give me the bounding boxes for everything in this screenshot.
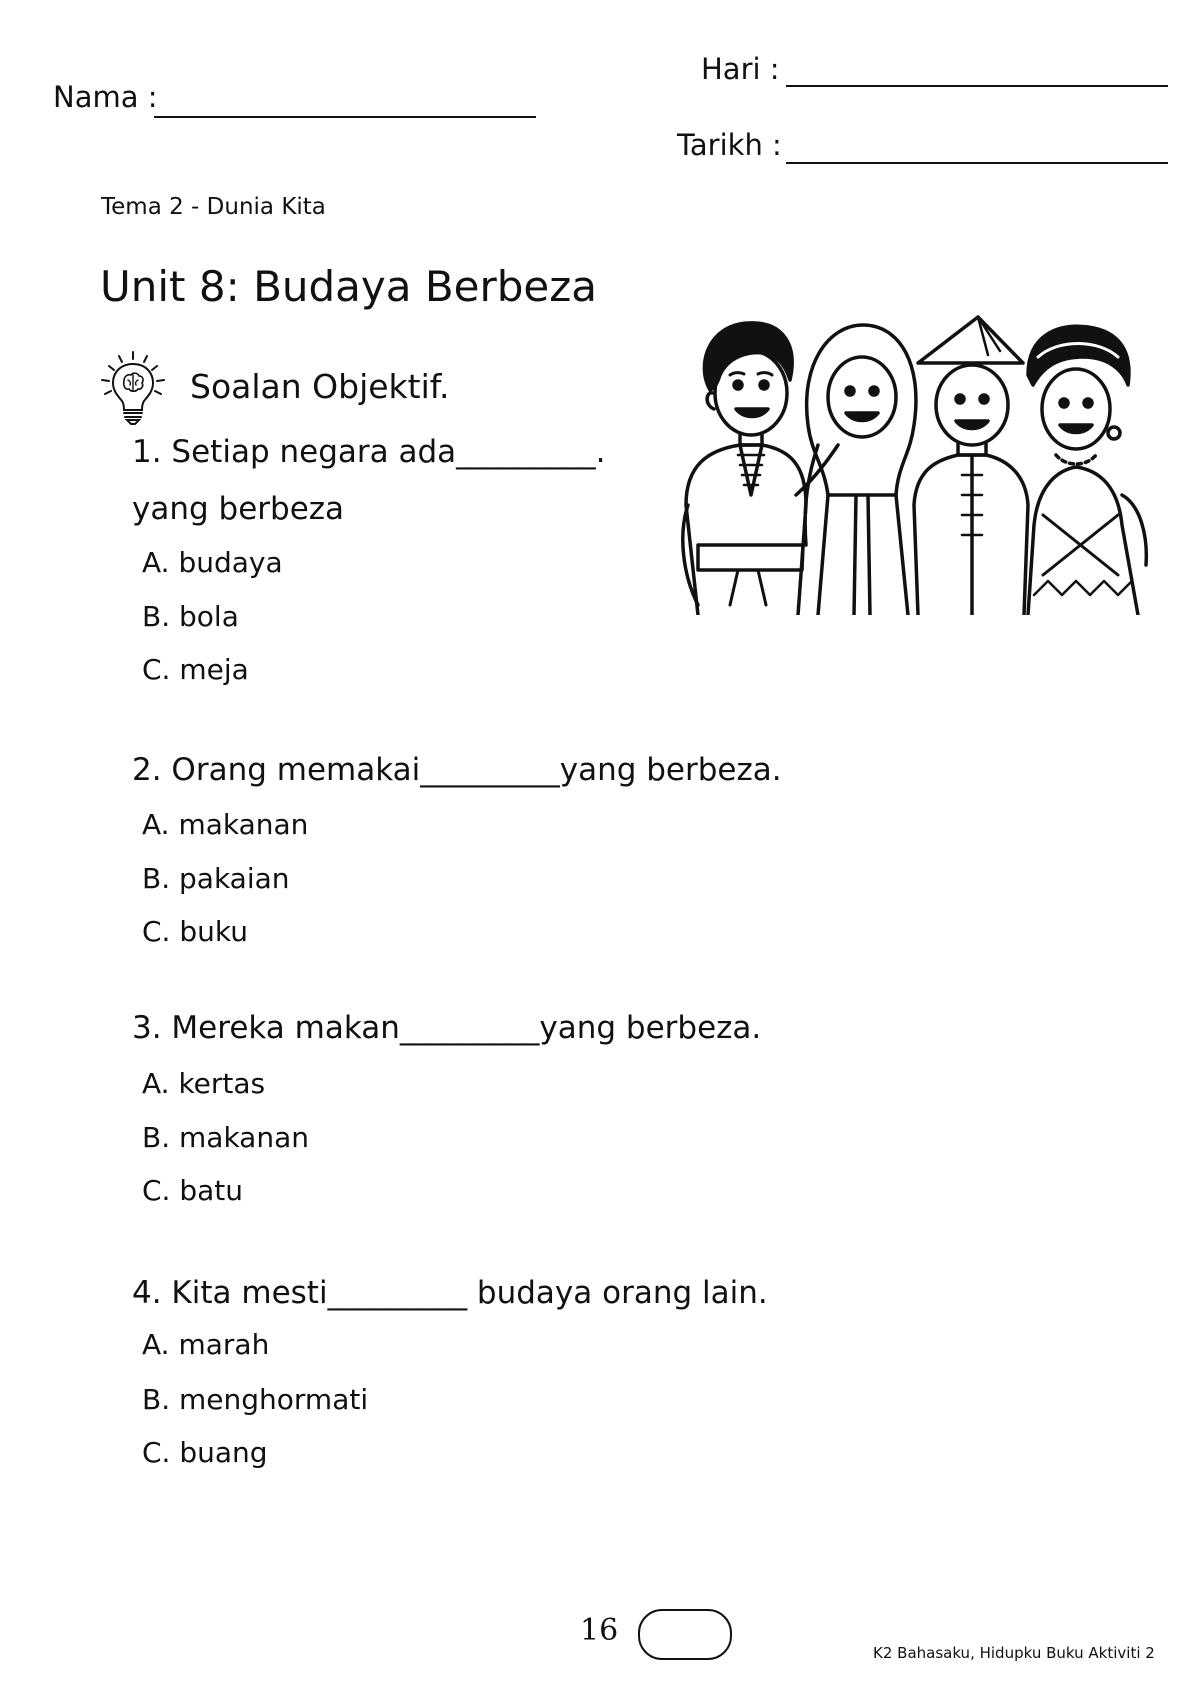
q1-option-b[interactable]: B. bola	[142, 600, 239, 633]
tarikh-label: Tarikh :	[677, 128, 782, 162]
q4-option-c[interactable]: C. buang	[142, 1436, 268, 1469]
q2-option-b[interactable]: B. pakaian	[142, 862, 290, 895]
nama-field[interactable]	[154, 116, 536, 118]
tarikh-field[interactable]	[786, 162, 1168, 164]
hari-field[interactable]	[786, 85, 1168, 87]
question-1-continuation: yang berbeza	[132, 491, 345, 527]
page-title: Unit 8: Budaya Berbeza	[100, 262, 598, 311]
question-4: 4. Kita mesti_________ budaya orang lain.	[132, 1275, 768, 1311]
hari-label: Hari :	[701, 52, 780, 86]
nama-label: Nama :	[53, 80, 158, 114]
q2-option-a[interactable]: A. makanan	[142, 808, 309, 841]
question-1: 1. Setiap negara ada_________.	[132, 434, 606, 470]
page-number: 16	[580, 1613, 619, 1648]
question-2: 2. Orang memakai_________yang berbeza.	[132, 752, 782, 788]
girl-hijab-figure	[805, 325, 916, 615]
section-heading: Soalan Objektif.	[190, 367, 450, 406]
question-3: 3. Mereka makan_________yang berbeza.	[132, 1010, 762, 1046]
children-illustration	[678, 305, 1158, 615]
q3-option-b[interactable]: B. makanan	[142, 1121, 309, 1154]
lightbulb-brain-icon	[97, 350, 169, 426]
girl-headwrap-figure	[1028, 326, 1146, 615]
q4-option-b[interactable]: B. menghormati	[142, 1383, 369, 1416]
theme-label: Tema 2 - Dunia Kita	[101, 194, 326, 220]
q2-option-c[interactable]: C. buku	[142, 915, 248, 948]
q4-option-a[interactable]: A. marah	[142, 1328, 270, 1361]
boy-hat-figure	[914, 317, 1028, 615]
book-footer: K2 Bahasaku, Hidupku Buku Aktiviti 2	[873, 1644, 1155, 1662]
q1-option-a[interactable]: A. budaya	[142, 546, 283, 579]
q3-option-a[interactable]: A. kertas	[142, 1067, 266, 1100]
q1-option-c[interactable]: C. meja	[142, 653, 249, 686]
score-box[interactable]	[638, 1609, 732, 1660]
q3-option-c[interactable]: C. batu	[142, 1174, 244, 1207]
boy-figure	[683, 323, 838, 615]
